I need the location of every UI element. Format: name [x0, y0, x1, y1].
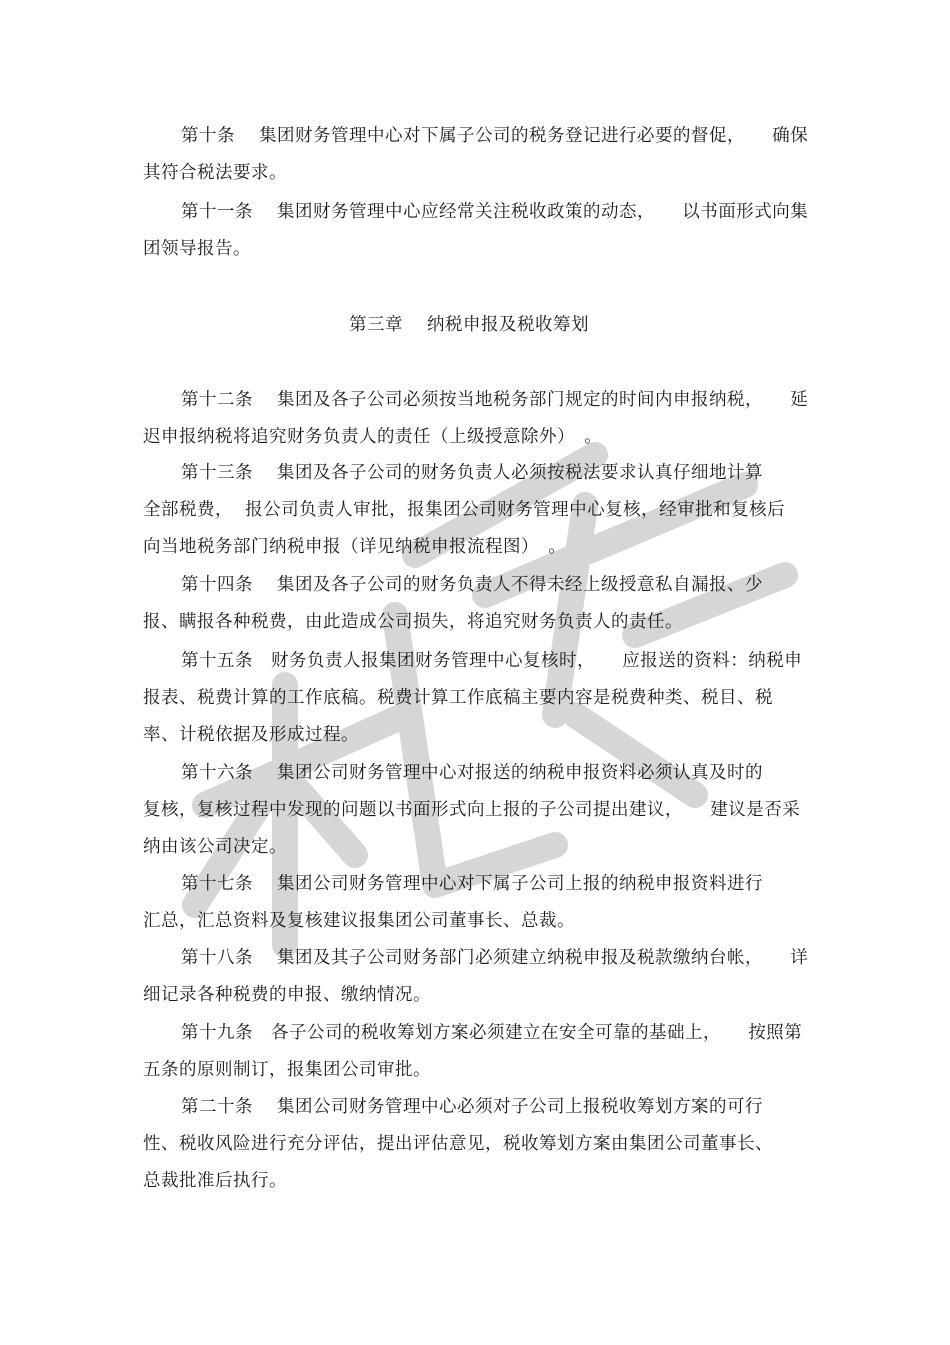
article-20-line-3: 总裁批准后执行。: [143, 1171, 287, 1191]
article-16-line-1: 第十六条 集团公司财务管理中心对报送的纳税申报资料必须认真及时的: [181, 763, 764, 783]
article-17-line-1: 第十七条 集团公司财务管理中心对下属子公司上报的纳税申报资料进行: [181, 874, 764, 894]
article-12-line-2: 迟申报纳税将追究财务负责人的责任（上级授意除外） 。: [143, 427, 603, 447]
article-18-line-2: 细记录各种税费的申报、缴纳情况。: [143, 985, 431, 1005]
article-15-line-1: 第十五条 财务负责人报集团财务管理中心复核时， 应报送的资料：纳税申: [181, 651, 803, 671]
article-16-line-2: 复核，复核过程中发现的问题以书面形式向上报的子公司提出建议， 建议是否采: [143, 800, 801, 820]
article-20-line-1: 第二十条 集团公司财务管理中心必须对子公司上报税收筹划方案的可行: [181, 1097, 764, 1117]
article-17-line-2: 汇总，汇总资料及复核建议报集团公司董事长、总裁。: [143, 911, 575, 931]
article-19-line-1: 第十九条 各子公司的税收筹划方案必须建立在安全可靠的基础上， 按照第: [181, 1023, 803, 1043]
article-15-line-3: 率、计税依据及形成过程。: [143, 725, 359, 745]
article-11-line-1: 第十一条 集团财务管理中心应经常关注税收政策的动态， 以书面形式向集: [181, 202, 809, 222]
article-10-line-1: 第十条 集团财务管理中心对下属子公司的税务登记进行必要的督促， 确保: [181, 126, 809, 146]
article-13-line-3: 向当地税务部门纳税申报（详见纳税申报流程图） 。: [143, 537, 567, 557]
chapter-3-title: 第三章 纳税申报及税收筹划: [349, 315, 590, 335]
article-13-line-1: 第十三条 集团及各子公司的财务负责人必须按税法要求认真仔细地计算: [181, 463, 764, 483]
article-19-line-2: 五条的原则制订，报集团公司审批。: [143, 1060, 431, 1080]
article-13-line-2: 全部税费， 报公司负责人审批，报集团公司财务管理中心复核，经审批和复核后: [143, 500, 786, 520]
article-15-line-2: 报表、税费计算的工作底稿。税费计算工作底稿主要内容是税费种类、税目、税: [143, 688, 773, 708]
article-18-line-1: 第十八条 集团及其子公司财务部门必须建立纳税申报及税款缴纳台帐， 详: [181, 948, 809, 968]
article-12-line-1: 第十二条 集团及各子公司必须按当地税务部门规定的时间内申报纳税， 延: [181, 390, 809, 410]
article-11-line-2: 团领导报告。: [143, 239, 251, 259]
article-20-line-2: 性、税收风险进行充分评估，提出评估意见，税收筹划方案由集团公司董事长、: [143, 1134, 773, 1154]
article-14-line-1: 第十四条 集团及各子公司的财务负责人不得未经上级授意私自漏报、少: [181, 575, 764, 595]
article-16-line-3: 纳由该公司决定。: [143, 837, 287, 857]
article-14-line-2: 报、瞒报各种税费，由此造成公司损失，将追究财务负责人的责任。: [143, 612, 683, 632]
article-10-line-2: 其符合税法要求。: [143, 163, 287, 183]
